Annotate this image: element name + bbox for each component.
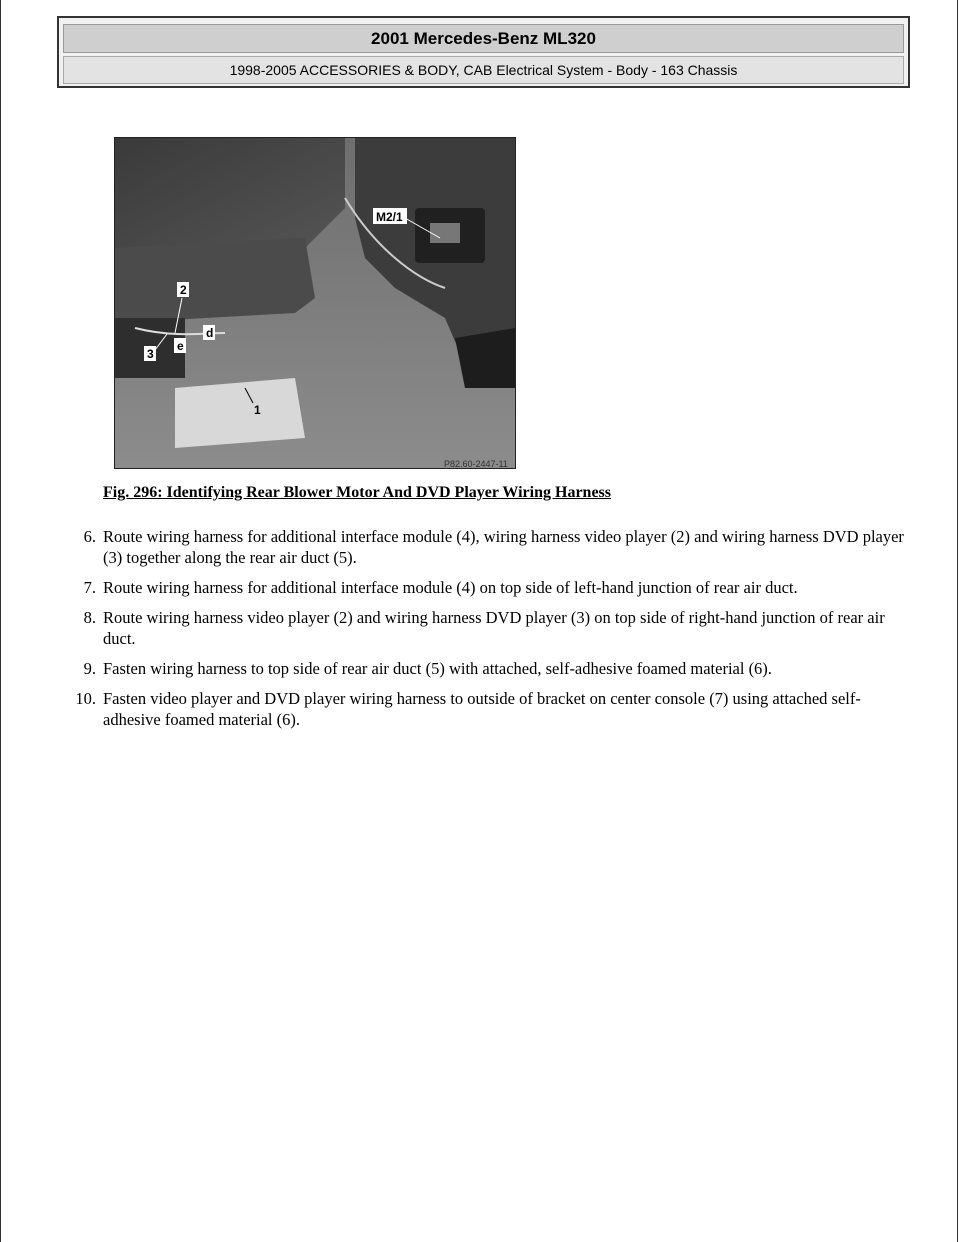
step-number: 10. [75,689,96,708]
callout-d: d [206,326,214,340]
step-number: 9. [83,659,96,678]
step-text: Fasten video player and DVD player wiring harness to outside of bracket on center console (7) using attached self-adhesive foamed material (6). [103,689,861,729]
step-text: Route wiring harness for additional interface module (4), wiring harness video player (2) and wiring harness DVD player (3) together along the rear air duct (5). [103,527,904,567]
step-text: Route wiring harness video player (2) and wiring harness DVD player (3) on top side of right-hand junction of rear air duct. [103,608,885,648]
photo-code: P82.60-2447-11 [444,459,508,469]
callout-m21: M2/1 [376,210,403,224]
callout-1: 1 [254,403,261,417]
callout-e: e [177,339,184,353]
step-item [46,607,906,649]
photo-console-base [455,328,515,388]
step-text: Fasten wiring harness to top side of rear air duct (5) with attached, self-adhesive foamed material (6). [103,659,772,678]
figure-photo [114,137,516,469]
callout-3: 3 [147,347,154,361]
figure-caption: Fig. 296: Identifying Rear Blower Motor And DVD Player Wiring Harness [103,484,611,501]
photo-seat-cushion [115,238,315,323]
document-header [57,16,910,88]
photo-floor-patch [175,378,305,448]
photo-seat-back [115,138,345,258]
step-number: 6. [83,527,96,546]
step-item [46,577,906,598]
procedure-steps [46,526,906,739]
callout-2: 2 [180,283,187,297]
header-title: 2001 Mercedes-Benz ML320 [63,24,904,53]
step-item [46,658,906,679]
step-item [46,688,906,730]
photo-blower-vent [430,223,460,243]
step-number: 8. [83,608,96,627]
header-subtitle: 1998-2005 ACCESSORIES & BODY, CAB Electrical System - Body - 163 Chassis [63,56,904,84]
step-number: 7. [83,578,96,597]
step-item [46,526,906,568]
step-text: Route wiring harness for additional interface module (4) on top side of left-hand junction of rear air duct. [103,578,798,597]
